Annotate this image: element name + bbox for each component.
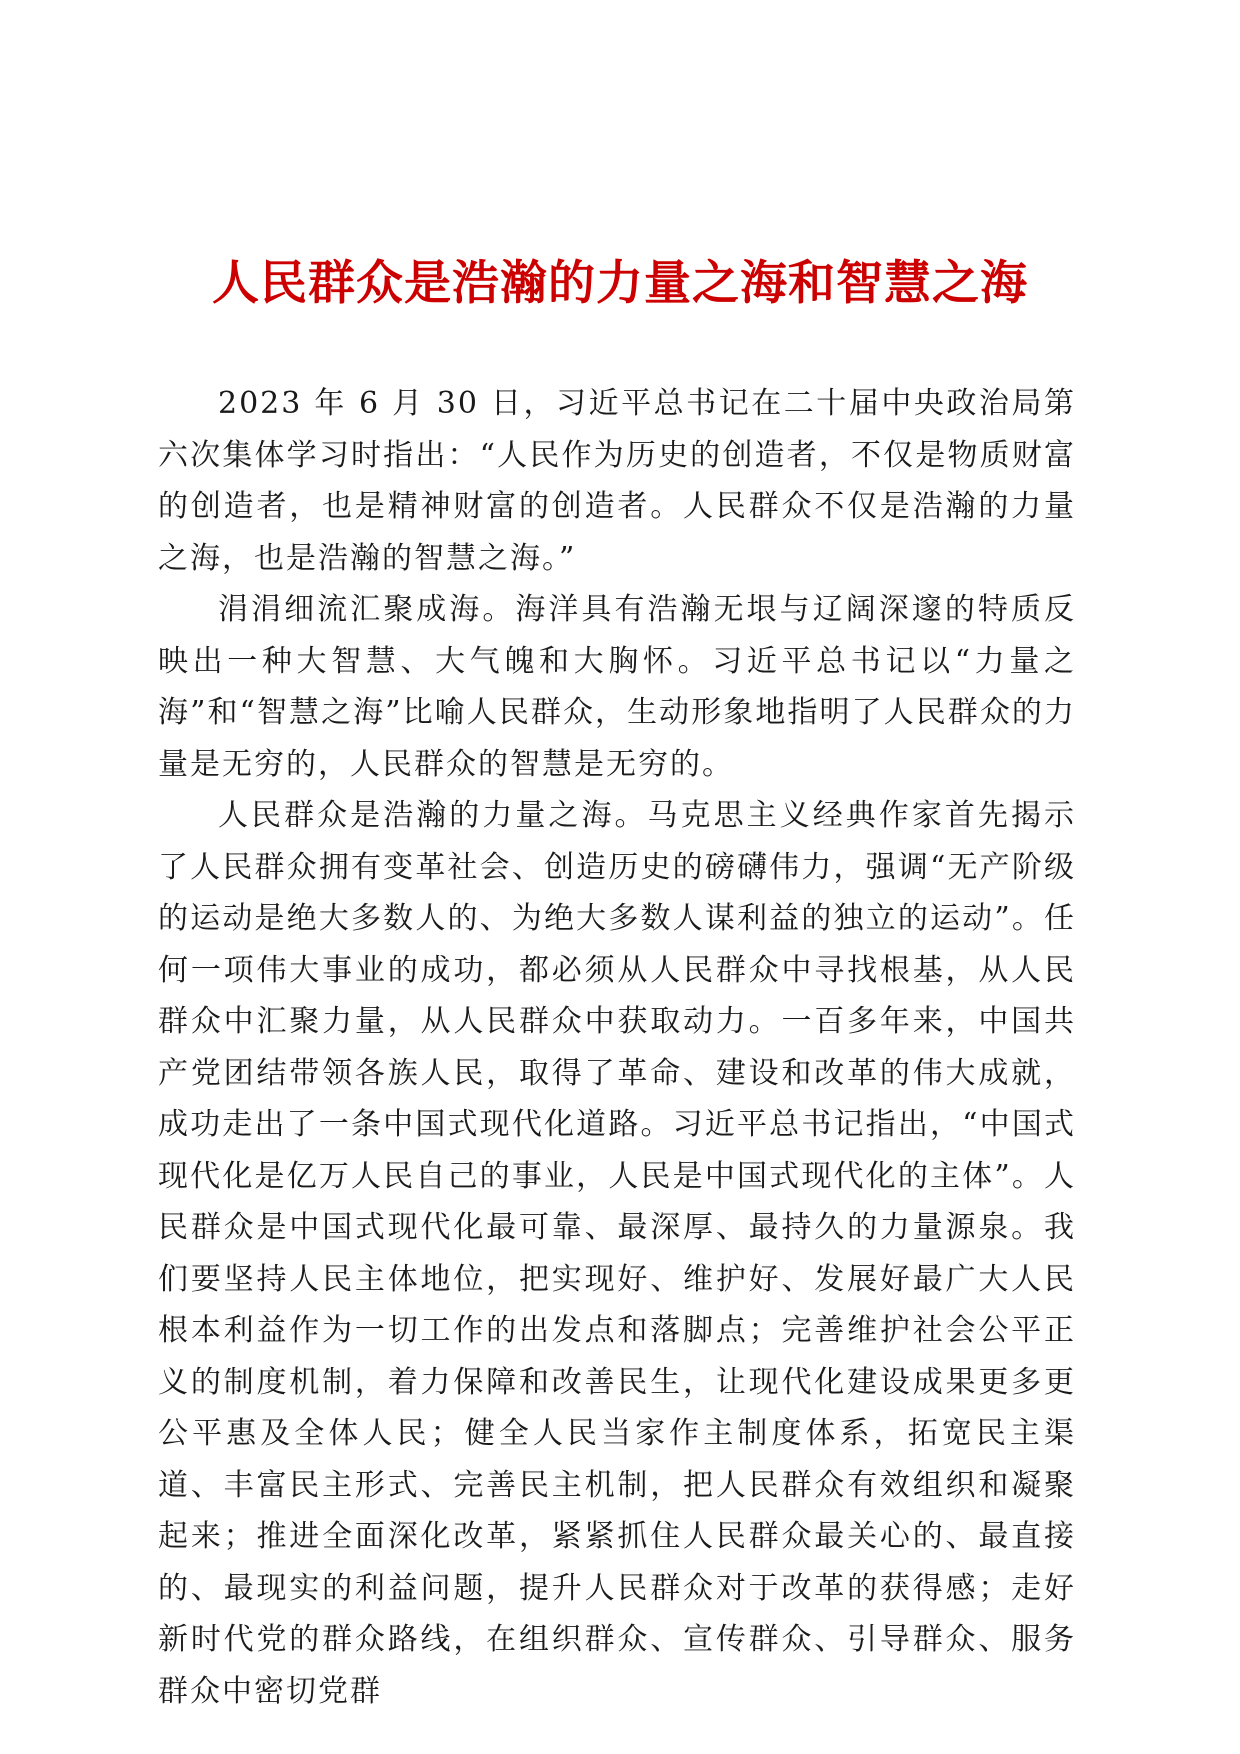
- paragraph-3: 人民群众是浩瀚的力量之海。马克思主义经典作家首先揭示了人民群众拥有变革社会、创造历史的磅礴伟力，强调“无产阶级的运动是绝大多数人的、为绝大多数人谋利益的独立的运动”。任何一项伟大事业的成功，都必须从人民群众中寻找根基，从人民群众中汇聚力量，从人民群众中获取动力。一百多年来，中国共产党团结带领各族人民，取得了革命、建设和改革的伟大成就，成功走出了一条中国式现代化道路。习近平总书记指出，“中国式现代化是亿万人民自己的事业，人民是中国式现代化的主体”。人民群众是中国式现代化最可靠、最深厚、最持久的力量源泉。我们要坚持人民主体地位，把实现好、维护好、发展好最广大人民根本利益作为一切工作的出发点和落脚点；完善维护社会公平正义的制度机制，着力保障和改善民生，让现代化建设成果更多更公平惠及全体人民；健全人民当家作主制度体系，拓宽民主渠道、丰富民主形式、完善民主机制，把人民群众有效组织和凝聚起来；推进全面深化改革，紧紧抓住人民群众最关心的、最直接的、最现实的利益问题，提升人民群众对于改革的获得感；走好新时代党的群众路线，在组织群众、宣传群众、引导群众、服务群众中密切党群: [158, 798, 1076, 1709]
- document-title: 人民群众是浩瀚的力量之海和智慧之海: [212, 256, 1028, 311]
- document-body: [158, 378, 1076, 1717]
- paragraph-1: 2023 年 6 月 30 日，习近平总书记在二十届中央政治局第六次集体学习时指出：“人民作为历史的创造者，不仅是物质财富的创造者，也是精神财富的创造者。人民群众不仅是浩瀚的力量之海，也是浩瀚的智慧之海。”: [158, 386, 1076, 576]
- paragraph-2: 涓涓细流汇聚成海。海洋具有浩瀚无垠与辽阔深邃的特质反映出一种大智慧、大气魄和大胸怀。习近平总书记以“力量之海”和“智慧之海”比喻人民群众，生动形象地指明了人民群众的力量是无穷的，人民群众的智慧是无穷的。: [158, 592, 1076, 782]
